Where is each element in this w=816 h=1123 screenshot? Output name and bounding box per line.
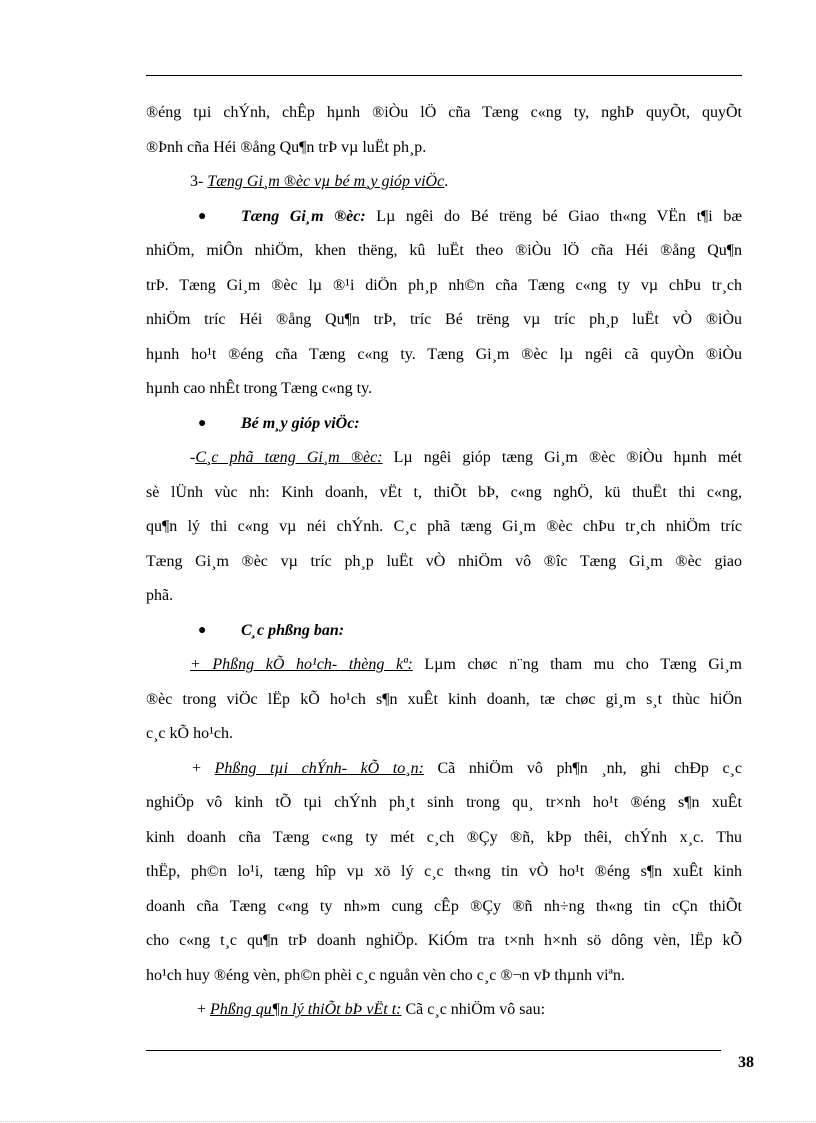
page-edge-divider — [0, 1121, 816, 1122]
bullet-item-support-staff — [146, 407, 742, 442]
header-rule — [146, 75, 742, 76]
paragraph-line: kinh doanh cña Tæng c«ng ty mét c¸ch ®Çy ®ñ, kÞp thêi, chÝnh x¸c. Thu — [146, 828, 742, 846]
paragraph-line: ®éng tµi chÝnh, chÊp hµnh ®iÒu lÖ cña Tæng c«ng ty, nghÞ quyÕt, quyÕt — [146, 104, 742, 121]
subsection-title: Phßng qu¶n lý thiÕt bÞ vËt t: — [210, 1001, 402, 1018]
paragraph-line: -C¸c phã tæng Gi¸m ®èc: Lµ ngêi gióp tæng Gi¸m ®èc ®iÒu hµnh mét — [190, 449, 742, 466]
bullet-item-departments — [146, 614, 742, 649]
page-number: 38 — [738, 1054, 754, 1071]
bullet-title: C¸c phßng ban: — [241, 621, 345, 639]
paragraph-line: ®Þnh cña Héi ®ång Qu¶n trÞ vµ luËt ph¸p. — [146, 138, 427, 156]
paragraph-line: trÞ. Tæng Gi¸m ®èc lµ ®¹i diÖn ph¸p nh©n cña Tæng c«ng ty vµ chÞu tr¸ch — [146, 276, 742, 294]
bullet-dot-icon: ● — [198, 208, 207, 224]
subsection-title: + Phßng kÕ ho¹ch- thèng kª: — [190, 656, 413, 673]
paragraph-line: cho c«ng t¸c qu¶n trÞ doanh nghiÖp. KiÓm tra t×nh h×nh sö dông vèn, lËp kÕ — [146, 932, 742, 949]
paragraph-line: doanh cña Tæng c«ng ty nh»m cung cÊp ®Çy ®ñ nh÷ng th«ng tin cÇn thiÕt — [146, 897, 742, 915]
subsection-title: Phßng tµi chÝnh- kÕ to¸n: — [214, 759, 424, 777]
section-title: Tæng Gi¸m ®èc vµ bé m¸y gióp viÖc — [207, 173, 445, 190]
bullet-dot-icon: ● — [198, 415, 207, 431]
paragraph-line: nghiÖp vô kinh tÕ tµi chÝnh ph¸t sinh trong qu¸ tr×nh ho¹t ®éng s¶n xuÊt — [146, 794, 742, 811]
bullet-item-general-director: ● Tæng Gi¸m ®èc: Lµ ngêi do Bé trëng bé Giao th«ng VËn t¶i bæ — [146, 200, 742, 235]
paragraph-line: + Phßng tµi chÝnh- kÕ to¸n: Cã nhiÖm vô ph¶n ¸nh, ghi chÐp c¸c — [192, 759, 742, 777]
paragraph-line: sè lÜnh vùc nh: Kinh doanh, vËt t, thiÕt bÞ, c«ng nghÖ, kü thuËt thi c«ng, — [146, 483, 742, 501]
paragraph-line: thËp, ph©n lo¹i, tæng hîp vµ xö lý c¸c th«ng tin vÒ ho¹t ®éng s¶n xuÊt kinh — [146, 863, 742, 880]
paragraph-line: ho¹ch huy ®éng vèn, ph©n phèi c¸c nguån vèn cho c¸c ®¬n vÞ thµnh viªn. — [146, 966, 625, 984]
bullet-title: Bé m¸y gióp viÖc: — [241, 414, 360, 432]
subsection-title: C¸c phã tæng Gi¸m ®èc: — [195, 449, 383, 466]
paragraph-line: + Phßng qu¶n lý thiÕt bÞ vËt t: Cã c¸c nhiÖm vô sau: — [197, 1001, 546, 1018]
paragraph-line: + Phßng kÕ ho¹ch- thèng kª: Lµm chøc n¨ng tham mu cho Tæng Gi¸m — [190, 656, 742, 673]
bullet-title: Tæng Gi¸m ®èc: — [241, 207, 366, 225]
paragraph-line: c¸c kÕ ho¹ch. — [146, 725, 233, 742]
section-heading: 3- Tæng Gi¸m ®èc vµ bé m¸y gióp viÖc. — [190, 173, 449, 190]
document-body — [146, 96, 742, 1028]
paragraph-line: nhiÖm, miÔn nhiÖm, khen thëng, kû luËt theo ®iÒu lÖ cña Héi ®ång Qu¶n — [146, 242, 742, 259]
paragraph-line: hµnh cao nhÊt trong Tæng c«ng ty. — [146, 380, 373, 397]
paragraph-line: hµnh ho¹t ®éng cña Tæng c«ng ty. Tæng Gi¸m ®èc lµ ngêi cã quyÒn ®iÒu — [146, 345, 742, 363]
paragraph-line: qu¶n lý thi c«ng vµ néi chÝnh. C¸c phã tæng Gi¸m ®èc chÞu tr¸ch nhiÖm tríc — [146, 518, 742, 535]
paragraph-line: nhiÖm tríc Héi ®ång Qu¶n trÞ, tríc Bé trëng vµ tríc ph¸p luËt vÒ ®iÒu — [146, 311, 742, 328]
bullet-dot-icon: ● — [198, 622, 207, 638]
footer-rule — [146, 1050, 721, 1051]
paragraph-line: phã. — [146, 587, 174, 604]
paragraph-line: ®èc trong viÖc lËp kÕ ho¹ch s¶n xuÊt kinh doanh, tæ chøc gi¸m s¸t thùc hiÖn — [146, 690, 742, 708]
paragraph-line: Tæng Gi¸m ®èc vµ tríc ph¸p luËt vÒ nhiÖm vô ®îc Tæng Gi¸m ®èc giao — [146, 552, 742, 570]
